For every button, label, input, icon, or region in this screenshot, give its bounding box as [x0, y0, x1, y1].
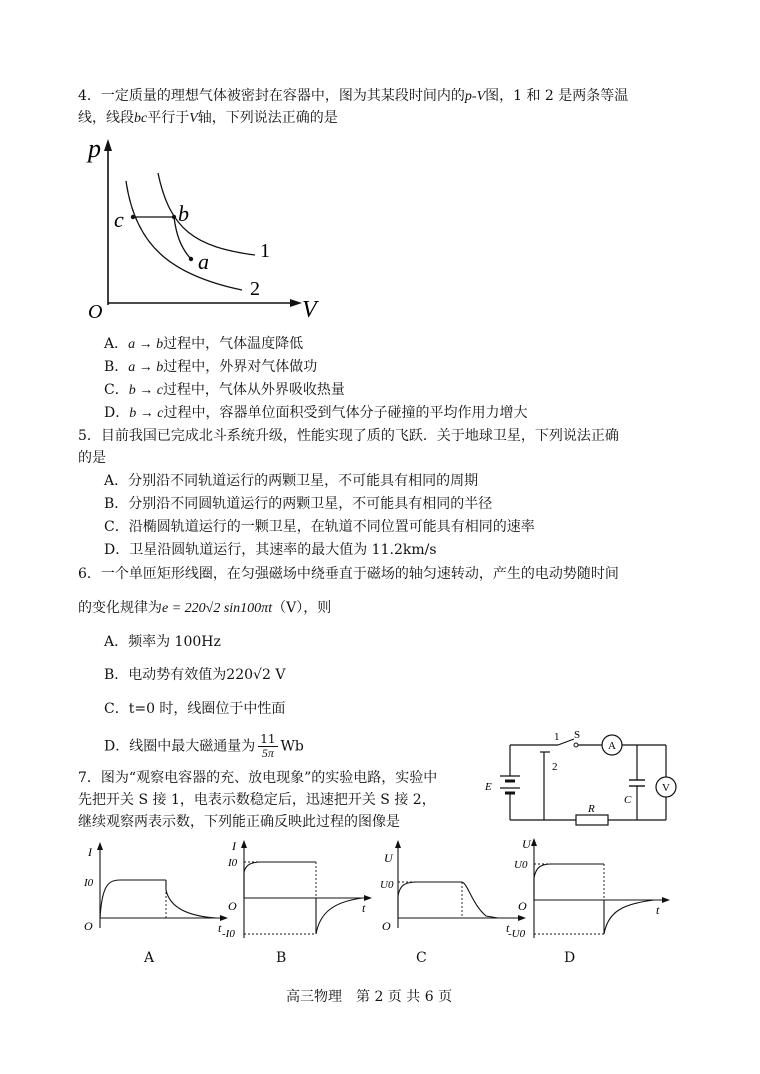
voltmeter-icon: V — [662, 782, 670, 794]
option-label: D． — [104, 405, 130, 421]
graph-a-ylabel: I — [88, 845, 92, 859]
circuit-label-r: R — [588, 803, 595, 815]
q7-option-a[interactable]: A — [144, 950, 155, 966]
q4-pv-graph — [80, 135, 320, 325]
graph-b-ylabel: I — [232, 839, 236, 853]
q4-stem-line1 — [78, 86, 628, 107]
q7-stem-line2: 先把开关 S 接 1，电表示数稳定后，迅速把开关 S 接 2， — [78, 792, 436, 808]
q4-pv-symbol: p-V — [464, 89, 486, 104]
graph-c-ylabel: U — [384, 851, 393, 865]
q6-option-a[interactable]: A．频率为 100Hz — [104, 634, 221, 650]
q4-point-a: a — [198, 249, 209, 274]
graph-d-neg: -U0 — [508, 928, 526, 940]
graph-b-level: I0 — [228, 857, 238, 869]
process-symbol: a → b — [128, 337, 164, 352]
q5-stem-line2: 的是 — [78, 450, 106, 466]
q4-bc-symbol: bc — [134, 111, 148, 126]
option-label: C． — [104, 382, 129, 398]
graph-a-origin: O — [84, 919, 93, 933]
graph-c-xlabel: t — [506, 921, 510, 935]
ammeter-icon: A — [608, 740, 616, 752]
q4-isotherm-1 — [158, 173, 255, 255]
graph-b-neg: -I0 — [222, 928, 235, 940]
q4-point-c: c — [114, 207, 124, 232]
q4-v-symbol: V — [189, 111, 198, 126]
q4-option-d[interactable] — [104, 403, 527, 424]
q4-stem-text-b: 图，1 和 2 是两条等温 — [485, 88, 629, 104]
q4-option-a[interactable] — [104, 334, 303, 355]
fraction-numerator: 11 — [260, 732, 276, 746]
option-label: A． — [104, 336, 129, 352]
q4-axis-v: V — [302, 297, 317, 323]
q5-option-d[interactable]: D．卫星沿圆轨道运行，其速率的最大值为 11.2km/s — [104, 542, 437, 558]
q5-option-c[interactable]: C．沿椭圆轨道运行的一颗卫星，在轨道不同位置可能具有相同的速率 — [104, 519, 535, 535]
circuit-label-e: E — [485, 781, 492, 793]
q4-option-b[interactable] — [104, 357, 317, 378]
q4-point-b: b — [178, 201, 189, 226]
option-text: B．电动势有效值为 — [104, 667, 227, 683]
q6-emf-formula: e = 220√2 sin100πt — [162, 601, 273, 616]
graph-b-origin: O — [228, 899, 237, 913]
q4-curve-label-1: 1 — [260, 240, 270, 262]
graph-a-xlabel: t — [218, 921, 222, 935]
graph-c-level: U0 — [380, 879, 394, 891]
option-text: 过程中，外界对气体做功 — [163, 359, 318, 375]
circuit-label-2: 2 — [552, 761, 558, 773]
option-unit: Wb — [280, 738, 304, 755]
q7-circuit — [478, 728, 688, 828]
q7-option-b[interactable]: B — [276, 950, 287, 966]
circuit-label-1: 1 — [554, 731, 560, 743]
q6-option-d[interactable] — [104, 733, 304, 765]
q7-graph-a[interactable] — [78, 838, 228, 958]
q6-stem-line1: 6．一个单匝矩形线圈，在匀强磁场中绕垂直于磁场的轴匀速转动，产生的电动势随时间 — [78, 566, 619, 582]
q4-origin: O — [88, 301, 103, 323]
option-text: D．线圈中最大磁通量为 — [104, 738, 256, 755]
process-symbol: a → b — [128, 360, 164, 375]
q7-stem-line3: 继续观察两表示数，下列能正确反映此过程的图像是 — [78, 814, 400, 830]
q6-option-b[interactable] — [104, 665, 285, 685]
graph-c-origin: O — [382, 919, 391, 933]
q4-stem-text-c: 线，线段 — [78, 110, 134, 126]
q6-stem-unit: （V），则 — [272, 600, 332, 616]
q7-stem-line1: 7．图为“观察电容器的充、放电现象”的实验电路，实验中 — [78, 770, 438, 786]
graph-d-xlabel: t — [656, 903, 660, 917]
q6-option-c[interactable]: C．t=0 时，线圈位于中性面 — [104, 701, 286, 717]
graph-d-origin: O — [518, 899, 527, 913]
q6-rms-value: 220√2 — [226, 667, 271, 683]
q4-stem-text-a: 4．一定质量的理想气体被密封在容器中，图为其某段时间内的 — [78, 88, 465, 104]
q6-stem-line2 — [78, 598, 331, 619]
circuit-label-s: S — [574, 729, 581, 741]
option-text: 过程中，容器单位面积受到气体分子碰撞的平均作用力增大 — [163, 405, 528, 421]
q6-stem-text: 的变化规律为 — [78, 600, 162, 616]
q4-axis-p: p — [88, 134, 101, 163]
q4-stem-text-d: 平行于 — [147, 110, 190, 126]
graph-d-level: U0 — [514, 859, 528, 871]
q4-stem-line2 — [78, 108, 338, 129]
circuit-label-c: C — [624, 794, 632, 806]
q5-option-a[interactable]: A．分别沿不同轨道运行的两颗卫星，不可能具有相同的周期 — [104, 473, 479, 489]
q7-option-c[interactable]: C — [416, 950, 427, 966]
page-footer: 高三物理 第 2 页 共 6 页 — [286, 989, 453, 1005]
process-symbol: b → c — [129, 406, 164, 421]
graph-d-ylabel: U — [522, 837, 531, 851]
q7-option-d[interactable]: D — [564, 950, 576, 966]
q6-fraction — [258, 733, 277, 760]
q4-option-c[interactable] — [104, 380, 345, 401]
q5-stem-line1: 5．目前我国已完成北斗系统升级，性能实现了质的飞跃．关于地球卫星，下列说法正确 — [78, 428, 619, 444]
option-label: B． — [104, 359, 129, 375]
option-unit: V — [275, 667, 286, 683]
fraction-denominator: 5π — [261, 746, 274, 760]
process-symbol: b → c — [128, 383, 163, 398]
q4-stem-text-e: 轴，下列说法正确的是 — [197, 110, 338, 126]
q4-curve-label-2: 2 — [250, 278, 260, 300]
q4-isotherm-2 — [126, 181, 242, 290]
option-text: 过程中，气体从外界吸收热量 — [162, 382, 345, 398]
graph-a-level: I0 — [84, 877, 94, 889]
option-text: 过程中，气体温度降低 — [163, 336, 304, 352]
q7-graph-b[interactable] — [222, 838, 372, 958]
q5-option-b[interactable]: B．分别沿不同圆轨道运行的两颗卫星，不可能具有相同的半径 — [104, 496, 493, 512]
graph-b-xlabel: t — [362, 901, 366, 915]
q7-graph-d[interactable] — [504, 838, 674, 958]
